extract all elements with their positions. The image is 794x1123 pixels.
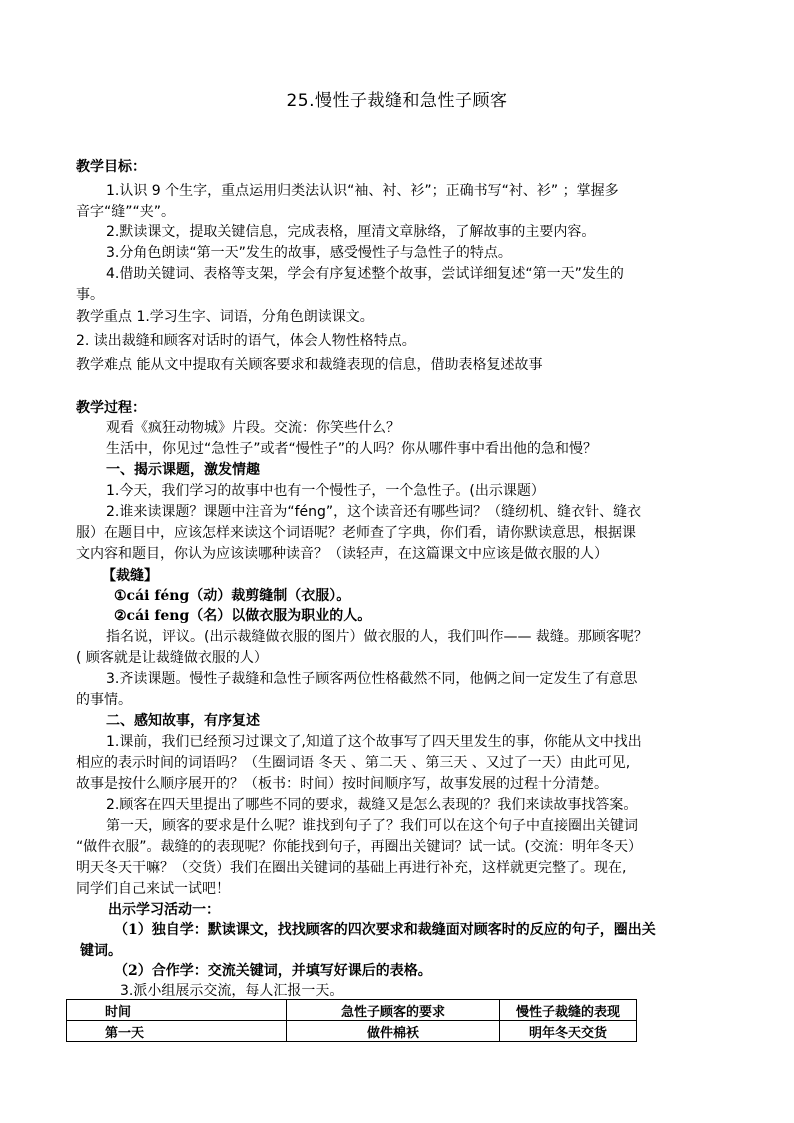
difficulty: 教学难点 能从文中提取有关顾客要求和裁缝表现的信息，借助表格复述故事 <box>76 357 543 373</box>
table-header: 急性子顾客的要求 <box>287 1000 500 1021</box>
section-heading: 二、感知故事，有序复述 <box>106 713 260 729</box>
dictionary-entry: ①cái féng（动）裁剪缝制（衣服）。 <box>114 588 351 604</box>
paragraph: 文内容和题目，你认为应该读哪种读音？（读轻声，在这篇课文中应该是做衣服的人） <box>76 546 608 562</box>
paragraph: 2.谁来读课题？课题中注音为“féng”，这个读音还有哪些词？（缝纫机、缝衣针、缝衣 <box>106 504 642 520</box>
paragraph: 相应的表示时间的词语吗？（生圈词语 冬天 、第二天 、第三天 、又过了一天）由此可见, <box>76 755 631 771</box>
paragraph: 第一天，顾客的要求是什么呢？谁找到句子了？我们可以在这个句子中直接圈出关键词 <box>106 818 638 834</box>
dictionary-heading: 【裁缝】 <box>102 568 158 584</box>
paragraph: 生活中，你见过“急性子”或者“慢性子”的人吗？你从哪件事中看出他的急和慢？ <box>106 441 598 457</box>
paragraph: “做件衣服”。裁缝的的表现呢？你能找到句子，再圈出关键词？试一试。(交流：明年冬天） <box>76 839 642 855</box>
paragraph: 1.今天，我们学习的故事中也有一个慢性子，一个急性子。(出示课题） <box>106 483 545 499</box>
paragraph: 服）在题目中，应该怎样来读这个词语呢？老师查了字典，你们看，请你默读意思，根据课 <box>76 525 636 541</box>
objective-line: 2.默读课文，提取关键信息，完成表格，厘清文章脉络，了解故事的主要内容。 <box>106 224 596 240</box>
page-title: 25.慢性子裁缝和急性子顾客 <box>286 91 508 111</box>
paragraph: 2.顾客在四天里提出了哪些不同的要求，裁缝又是怎么表现的？我们来读故事找答案。 <box>106 797 638 813</box>
objective-line: 3.分角色朗读“第一天”发生的故事，感受慢性子与急性子的特点。 <box>106 245 512 261</box>
key-point: 教学重点 1.学习生字、词语，分角色朗读课文。 <box>76 309 374 325</box>
retelling-table <box>66 999 637 1042</box>
paragraph: 观看《疯狂动物城》片段。交流：你笑些什么？ <box>106 420 400 436</box>
activity-heading: 出示学习活动一： <box>108 902 220 918</box>
table-cell: 做件棉袄 <box>287 1021 500 1042</box>
objective-line: 事。 <box>76 287 104 303</box>
activity-item: 3.派小组展示交流，每人汇报一天。 <box>120 983 344 999</box>
objective-line: 4.借助关键词、表格等支架，学会有序复述整个故事，尝试详细复述“第一天”发生的 <box>106 266 624 282</box>
paragraph: 的事情。 <box>76 692 132 708</box>
paragraph: 指名说，评议。(出示裁缝做衣服的图片）做衣服的人，我们叫作—— 裁缝。那顾客呢？ <box>106 629 648 645</box>
process-heading: 教学过程： <box>76 400 146 416</box>
objective-line: 音字“缝”“夹”。 <box>76 204 176 220</box>
activity-item: （2）合作学：交流关键词，并填写好课后的表格。 <box>114 963 432 979</box>
table-cell: 明年冬天交货 <box>500 1021 637 1042</box>
objective-line: 1.认识 9 个生字，重点运用归类法认识“袖、衬、衫”；正确书写“衬、衫” ；掌握多 <box>106 183 619 199</box>
paragraph: 明天冬天干嘛？（交货）我们在圈出关键词的基础上再进行补充，这样就更完整了。现在, <box>76 860 627 876</box>
section-heading: 一、揭示课题，激发情趣 <box>106 462 260 478</box>
activity-item: （1）独自学：默读课文，找找顾客的四次要求和裁缝面对顾客时的反应的句子，圈出关 <box>114 922 656 938</box>
key-point: 2. 读出裁缝和顾客对话时的语气，体会人物性格特点。 <box>76 333 416 349</box>
table-cell: 第一天 <box>67 1021 287 1042</box>
table-header: 慢性子裁缝的表现 <box>500 1000 637 1021</box>
dictionary-entry: ②cái feng（名）以做衣服为职业的人。 <box>114 608 372 624</box>
activity-item: 键词。 <box>80 943 122 959</box>
paragraph: ( 顾客就是让裁缝做衣服的人） <box>76 650 268 666</box>
table-header-row <box>67 1000 637 1021</box>
table-header: 时间 <box>67 1000 287 1021</box>
paragraph: 故事是按什么顺序展开的？（板书：时间）按时间顺序写，故事发展的过程十分清楚。 <box>76 776 608 792</box>
table-row <box>67 1021 637 1042</box>
paragraph: 3.齐读课题。慢性子裁缝和急性子顾客两位性格截然不同，他俩之间一定发生了有意思 <box>106 671 638 687</box>
paragraph: 同学们自己来试一试吧！ <box>76 881 230 897</box>
paragraph: 1.课前，我们已经预习过课文了,知道了这个故事写了四天里发生的事，你能从文中找出 <box>106 734 642 750</box>
objectives-heading: 教学目标： <box>76 159 146 175</box>
